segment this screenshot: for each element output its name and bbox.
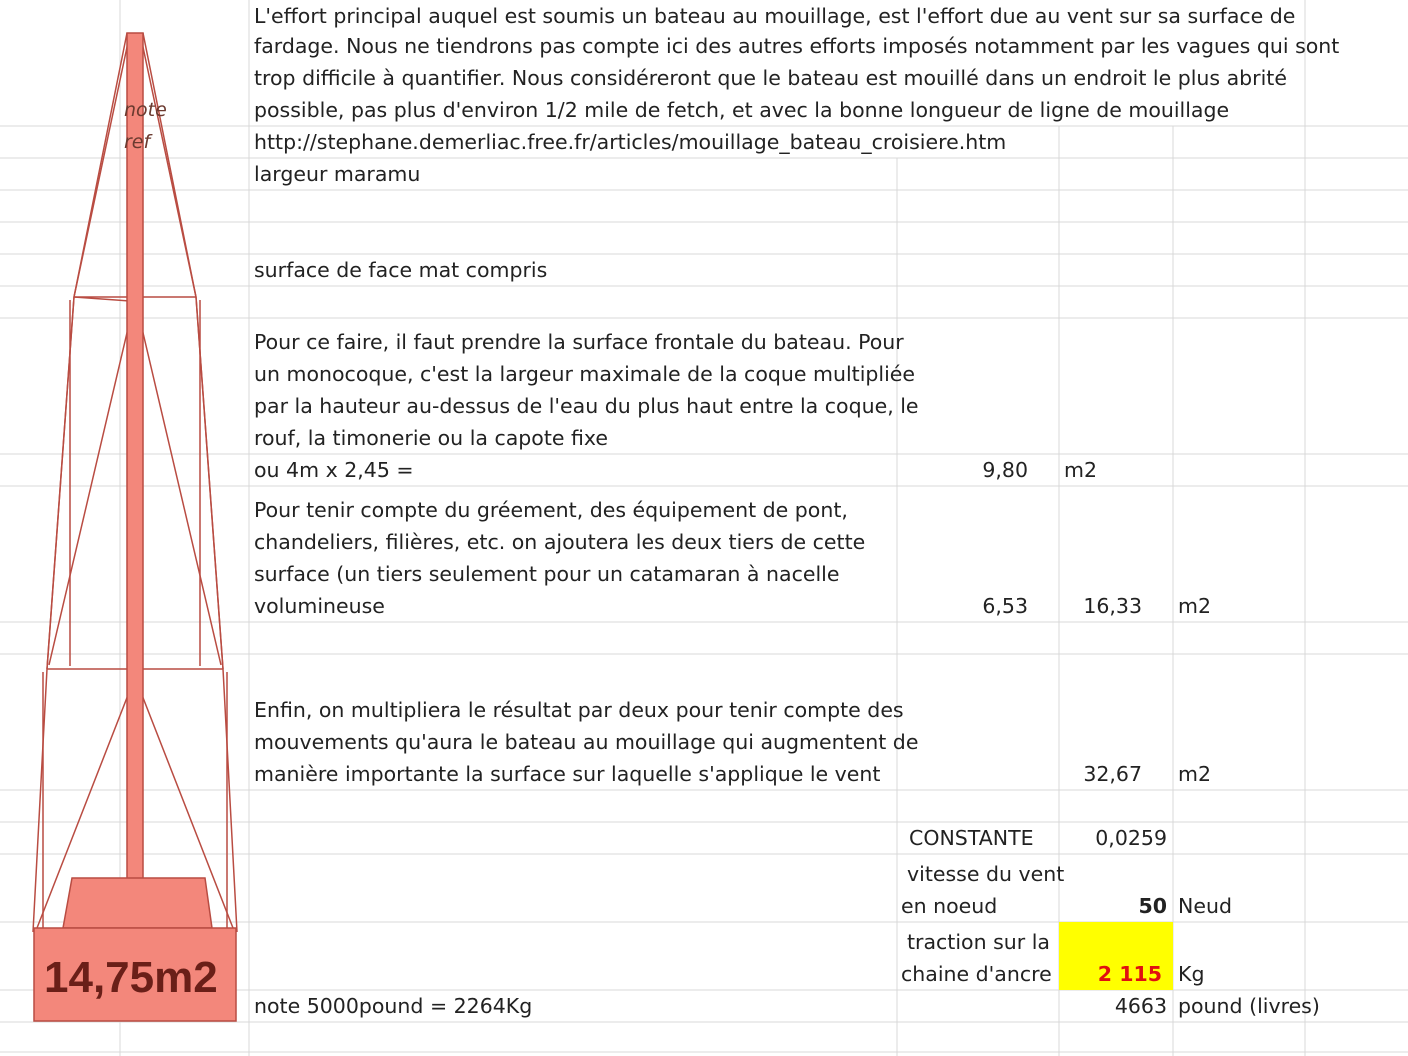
wind-speed-unit: Neud	[1178, 894, 1232, 918]
movement-text-line-3: manière importante la surface sur laquelle s'applique le vent	[254, 762, 881, 786]
surface-face-label-cell: surface de face mat compris	[254, 258, 548, 282]
ref-label: ref	[124, 131, 151, 153]
movement-row-value[interactable]: 32,67	[1083, 762, 1142, 786]
frontal-text-line-2: un monocoque, c'est la largeur maximale de la coque multipliée	[254, 362, 916, 386]
note-label: note	[124, 99, 167, 121]
rigging-text-line-2: chandeliers, filières, etc. on ajoutera les deux tiers de cette	[254, 530, 866, 554]
constante-value[interactable]: 0,0259	[1095, 826, 1167, 850]
movement-text-line-2: mouvements qu'aura le bateau au mouillage qui augmentent de	[254, 730, 919, 754]
boat-face-drawing	[0, 0, 250, 1056]
wind-speed-value[interactable]: 50	[1138, 894, 1167, 918]
rigging-text-line-3: surface (un tiers seulement pour un catamaran à nacelle	[254, 562, 840, 586]
wind-label-line-1: vitesse du vent	[907, 862, 1065, 886]
footer-pound-unit: pound (livres)	[1178, 994, 1320, 1018]
traction-unit: Kg	[1178, 962, 1205, 986]
frontal-text-line-4: rouf, la timonerie ou la capote fixe	[254, 426, 609, 450]
frontal-text-line-3: par la hauteur au-dessus de l'eau du plus haut entre la coque, le	[254, 394, 919, 418]
calc-row-value[interactable]: 9,80	[982, 458, 1028, 482]
intro-line-1: L'effort principal auquel est soumis un bateau au mouillage, est l'effort due au vent sur sa surface de	[254, 4, 1296, 28]
intro-line-2: fardage. Nous ne tiendrons pas compte ici des autres efforts imposés notamment par les vagues qui sont	[254, 34, 1340, 58]
frontal-text-line-1: Pour ce faire, il faut prendre la surface frontale du bateau. Pour	[254, 330, 904, 354]
calc-row-unit: m2	[1064, 458, 1098, 482]
rigging-text-line-4: volumineuse	[254, 594, 385, 618]
intro-line-4: possible, pas plus d'environ 1/2 mile de fetch, et avec la bonne longueur de ligne de mouillage	[254, 98, 1230, 122]
rigging-row-value[interactable]: 6,53	[982, 594, 1028, 618]
footer-note: note 5000pound = 2264Kg	[254, 994, 533, 1018]
rigging-row-total[interactable]: 16,33	[1083, 594, 1142, 618]
largeur-label-cell: largeur maramu	[254, 162, 421, 186]
source-url-cell[interactable]: http://stephane.demerliac.free.fr/articles/mouillage_bateau_croisiere.htm	[254, 130, 1007, 154]
wind-label-line-2: en noeud	[901, 894, 998, 918]
traction-label-line-1: traction sur la	[907, 930, 1050, 954]
deckhouse-shape	[63, 878, 212, 928]
traction-label-line-2: chaine d'ancre	[901, 962, 1052, 986]
rigging-row-unit: m2	[1178, 594, 1212, 618]
surface-area-label: 14,75m2	[44, 953, 218, 1002]
constante-label: CONSTANTE	[909, 826, 1034, 850]
footer-pound-value[interactable]: 4663	[1114, 994, 1167, 1018]
rigging-text-line-1: Pour tenir compte du gréement, des équipement de pont,	[254, 498, 848, 522]
movement-text-line-1: Enfin, on multipliera le résultat par deux pour tenir compte des	[254, 698, 904, 722]
movement-row-unit: m2	[1178, 762, 1212, 786]
mast-spar	[127, 33, 143, 928]
traction-value[interactable]: 2 115	[1097, 962, 1162, 986]
intro-line-3: trop difficile à quantifier. Nous considéreront que le bateau est mouillé dans un endroit le plus abrité	[254, 66, 1287, 90]
calc-row-label: ou 4m x 2,45 =	[254, 458, 414, 482]
